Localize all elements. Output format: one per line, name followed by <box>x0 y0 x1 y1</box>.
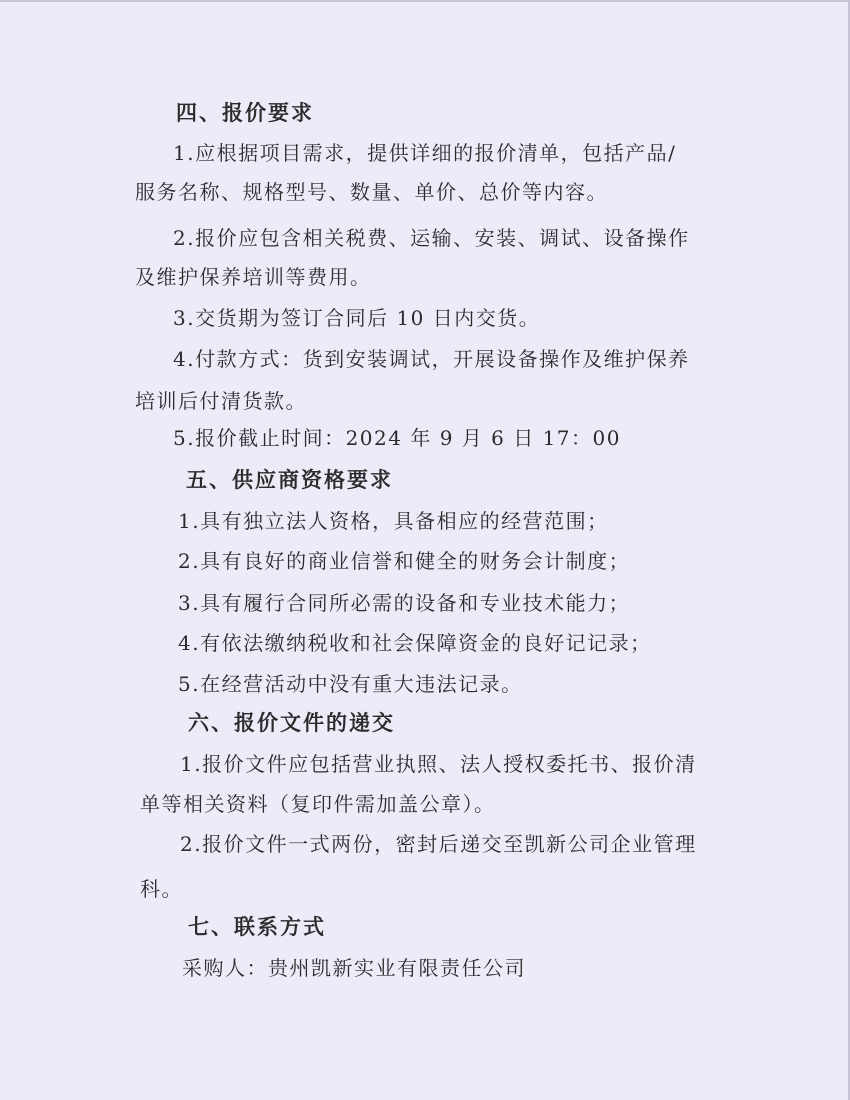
body-line: 5.在经营活动中没有重大违法记录。 <box>178 672 523 696</box>
body-line: 1.具有独立法人资格，具备相应的经营范围； <box>178 509 609 533</box>
body-line: 单等相关资料（复印件需加盖公章）。 <box>140 792 496 816</box>
body-line: 3.交货期为签订合同后 10 日内交货。 <box>173 306 541 330</box>
body-line: 1.应根据项目需求，提供详细的报价清单，包括产品/ <box>173 141 677 165</box>
section-heading-contact: 七、联系方式 <box>188 915 326 939</box>
body-line: 2.报价文件一式两份，密封后递交至凯新公司企业管理 <box>180 832 697 856</box>
body-line: 4.有依法缴纳税收和社会保障资金的良好记记录； <box>178 631 652 655</box>
body-line: 3.具有履行合同所必需的设备和专业技术能力； <box>178 591 631 615</box>
section-heading-document-submission: 六、报价文件的递交 <box>188 711 395 735</box>
section-heading-supplier-qualifications: 五、供应商资格要求 <box>186 468 393 492</box>
body-line: 科。 <box>140 877 183 901</box>
body-line: 2.报价应包含相关税费、运输、安装、调试、设备操作 <box>173 226 690 250</box>
body-line: 培训后付清货款。 <box>135 389 307 413</box>
body-line: 服务名称、规格型号、数量、单价、总价等内容。 <box>135 180 608 204</box>
body-line: 及维护保养培训等费用。 <box>135 265 372 289</box>
body-line: 1.报价文件应包括营业执照、法人授权委托书、报价清 <box>180 752 697 776</box>
body-line: 5.报价截止时间：2024 年 9 月 6 日 17：00 <box>173 426 621 450</box>
body-line: 4.付款方式：货到安装调试，开展设备操作及维护保养 <box>173 347 690 371</box>
section-heading-quote-requirements: 四、报价要求 <box>176 101 314 125</box>
body-line: 2.具有良好的商业信誉和健全的财务会计制度； <box>178 549 631 573</box>
body-line: 采购人：贵州凯新实业有限责任公司 <box>182 956 526 980</box>
scan-edge-top <box>0 0 850 2</box>
